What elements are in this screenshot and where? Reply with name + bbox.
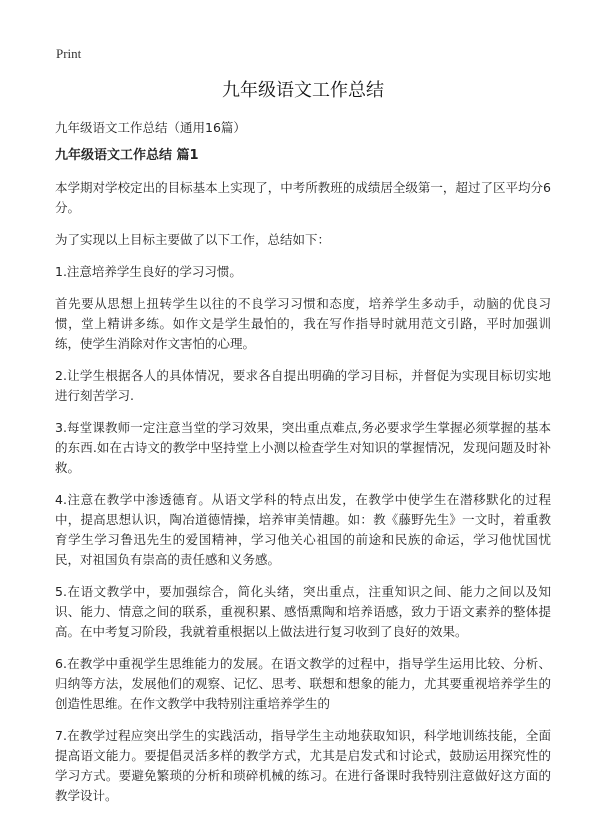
document-body: [55, 76, 551, 818]
paragraph-5: 2.让学生根据各人的具体情况，要求各自提出明确的学习目标，并督促为实现目标切实地进行刻苦学习.: [55, 368, 551, 403]
paragraph-2: 为了实现以上目标主要做了以下工作，总结如下：: [55, 232, 331, 247]
paragraph-7: 4.注意在教学中渗透德育。从语文学科的特点出发，在教学中使学生在潜移默化的过程中，提高思想认识，陶冶道德情操，培养审美情趣。如：教《藤野先生》一文时，着重教育学生学习鲁迅先生的爱国精神，学习他关心祖国的前途和民族的命运，学习他忧国忧民，对祖国负有崇高的责任感和义务感。: [55, 492, 551, 567]
paragraph-10: 7.在教学过程应突出学生的实践活动，指导学生主动地获取知识，科学地训练技能，全面提高语文能力。要提倡灵活多样的教学方式，尤其是启发式和讨论式，鼓励运用探究性的学习方式。要避免繁琐的分析和琐碎机械的练习。在进行备课时我特别注意做好这方面的教学设计。: [55, 728, 551, 803]
paragraph-4: 首先要从思想上扭转学生以往的不良学习习惯和态度，培养学生多动手，动脑的优良习惯，堂上精讲多练。如作文是学生最怕的，我在写作指导时就用范文引路，平时加强训练，使学生消除对作文害怕的心理。: [55, 296, 551, 351]
section-heading: 九年级语文工作总结 篇1: [55, 148, 199, 163]
paragraph-8: 5.在语文教学中，要加强综合，简化头绪，突出重点，注重知识之间、能力之间以及知识、能力、情意之间的联系，重视积累、感悟熏陶和培养语感，致力于语文素养的整体提高。在中考复习阶段，我就着重根据以上做法进行复习收到了良好的效果。: [55, 584, 551, 639]
page-title: 九年级语文工作总结: [222, 80, 384, 101]
paragraph-9: 6.在教学中重视学生思维能力的发展。在语文教学的过程中，指导学生运用比较、分析、归纳等方法，发展他们的观察、记忆、思考、联想和想象的能力，尤其要重视培养学生的创造性思维。在作文教学中我特别注重培养学生的: [55, 656, 551, 711]
document-subtitle: 九年级语文工作总结（通用16篇）: [55, 120, 246, 135]
paragraph-1: 本学期对学校定出的目标基本上实现了，中考所教班的成绩居全级第一，超过了区平均分6分。: [55, 180, 551, 215]
paragraph-6: 3.每堂课教师一定注意当堂的学习效果，突出重点难点,务必要求学生掌握必须掌握的基本的东西.如在古诗文的教学中坚持堂上小测以检查学生对知识的掌握情况，发现问题及时补救。: [55, 420, 551, 475]
print-link[interactable]: Print: [56, 46, 82, 61]
paragraph-3: 1.注意培养学生良好的学习习惯。: [55, 264, 242, 279]
